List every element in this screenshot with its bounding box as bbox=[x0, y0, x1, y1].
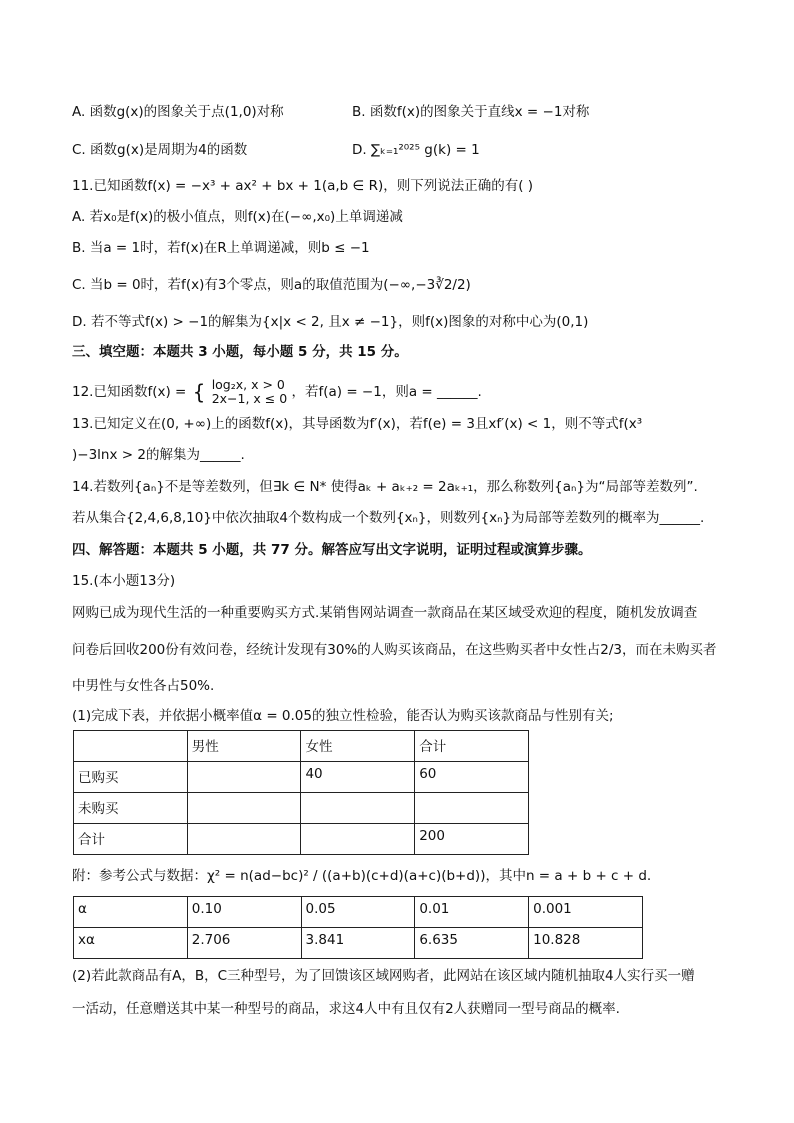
contingency-table-cell: 男性 bbox=[187, 731, 301, 762]
q12-prefix: 12.已知函数f(x) = bbox=[72, 384, 187, 400]
q12-suffix: ，若f(a) = −1，则a = ______. bbox=[291, 384, 482, 400]
contingency-table-cell bbox=[187, 793, 301, 824]
q15-paragraph-line-1: 网购已成为现代生活的一种重要购买方式.某销售网站调查一款商品在某区域受欢迎的程度，随机发放调查 bbox=[72, 605, 698, 621]
q13-line-2: )−3lnx > 2的解集为______. bbox=[72, 447, 245, 463]
contingency-table-row bbox=[74, 824, 529, 855]
critical-value-table-cell: xα bbox=[74, 928, 188, 959]
contingency-table-cell bbox=[187, 762, 301, 793]
q14-line-2: 若从集合{2,4,6,8,10}中依次抽取4个数构成一个数列{xₙ}，则数列{xₙ}为局部等差数列的概率为______. bbox=[72, 510, 705, 526]
critical-value-table-cell: 2.706 bbox=[187, 928, 301, 959]
contingency-table-row bbox=[74, 762, 529, 793]
q15-part-1: (1)完成下表，并依据小概率值α = 0.05的独立性检验，能否认为购买该款商品与性别有关; bbox=[72, 708, 614, 724]
q11-stem: 11.已知函数f(x) = −x³ + ax² + bx + 1(a,b ∈ R)，则下列说法正确的有( ) bbox=[72, 178, 534, 194]
contingency-table-cell: 40 bbox=[301, 762, 415, 793]
contingency-table-cell: 60 bbox=[415, 762, 529, 793]
critical-value-table-row bbox=[74, 928, 643, 959]
contingency-table-cell bbox=[74, 731, 188, 762]
critical-value-table-cell: α bbox=[74, 897, 188, 928]
contingency-table-cell: 已购买 bbox=[74, 762, 188, 793]
q12-text bbox=[72, 378, 482, 406]
contingency-table-cell bbox=[301, 824, 415, 855]
section-answer-header: 四、解答题：本题共 5 小题，共 77 分。解答应写出文字说明，证明过程或演算步骤。 bbox=[72, 542, 592, 558]
q10-option-c: C. 函数g(x)是周期为4的函数 bbox=[72, 142, 248, 158]
q15-paragraph-line-3: 中男性与女性各占50%. bbox=[72, 678, 215, 694]
q15-part-2-line-1: (2)若此款商品有A，B，C三种型号，为了回馈该区域网购者，此网站在该区域内随机抽取4人实行买一赠 bbox=[72, 968, 695, 984]
q11-option-a: A. 若x₀是f(x)的极小值点，则f(x)在(−∞,x₀)上单调递减 bbox=[72, 209, 403, 225]
q15-formula: 附：参考公式与数据：χ² = n(ad−bc)² / ((a+b)(c+d)(a+c)(b+d))，其中n = a + b + c + d. bbox=[72, 868, 652, 884]
contingency-table-row bbox=[74, 793, 529, 824]
contingency-table-cell: 合计 bbox=[74, 824, 188, 855]
critical-value-table-cell: 3.841 bbox=[301, 928, 415, 959]
contingency-table-cell: 女性 bbox=[301, 731, 415, 762]
q15-header: 15.(本小题13分) bbox=[72, 573, 176, 589]
critical-value-table-cell: 6.635 bbox=[415, 928, 529, 959]
section-fill-in-header: 三、填空题：本题共 3 小题，每小题 5 分，共 15 分。 bbox=[72, 344, 408, 360]
critical-value-table-cell: 0.10 bbox=[187, 897, 301, 928]
contingency-table-cell bbox=[415, 793, 529, 824]
critical-value-table bbox=[73, 896, 643, 959]
contingency-table-cell: 200 bbox=[415, 824, 529, 855]
q15-paragraph-line-2: 问卷后回收200份有效问卷，经统计发现有30%的人购买该商品，在这些购买者中女性占2/3，而在未购买者 bbox=[72, 642, 717, 658]
q11-option-b: B. 当a = 1时，若f(x)在R上单调递减，则b ≤ −1 bbox=[72, 240, 370, 256]
contingency-table-cell bbox=[301, 793, 415, 824]
q12-case-2: 2x−1, x ≤ 0 bbox=[211, 391, 288, 406]
q10-option-d: D. ∑ₖ₌₁²⁰²⁵ g(k) = 1 bbox=[352, 142, 480, 158]
critical-value-table-cell: 0.01 bbox=[415, 897, 529, 928]
q12-piecewise bbox=[212, 378, 288, 406]
q10-option-b: B. 函数f(x)的图象关于直线x = −1对称 bbox=[352, 104, 590, 120]
q14-line-1: 14.若数列{aₙ}不是等差数列，但∃k ∈ N* 使得aₖ + aₖ₊₂ = 2aₖ₊₁，那么称数列{aₙ}为“局部等差数列”. bbox=[72, 479, 698, 495]
critical-value-table-row bbox=[74, 897, 643, 928]
critical-value-table-cell: 0.05 bbox=[301, 897, 415, 928]
contingency-table-cell: 合计 bbox=[415, 731, 529, 762]
q10-option-a: A. 函数g(x)的图象关于点(1,0)对称 bbox=[72, 104, 284, 120]
q11-option-d: D. 若不等式f(x) > −1的解集为{x|x < 2, 且x ≠ −1}，则f(x)图象的对称中心为(0,1) bbox=[72, 314, 589, 330]
contingency-table bbox=[73, 730, 529, 855]
critical-value-table-cell: 0.001 bbox=[529, 897, 643, 928]
contingency-table-row bbox=[74, 731, 529, 762]
q11-option-c: C. 当b = 0时，若f(x)有3个零点，则a的取值范围为(−∞,−3∛2/2) bbox=[72, 277, 471, 293]
critical-value-table-cell: 10.828 bbox=[529, 928, 643, 959]
q15-part-2-line-2: 一活动，任意赠送其中某一种型号的商品，求这4人中有且仅有2人获赠同一型号商品的概率. bbox=[72, 1001, 620, 1017]
q13-line-1: 13.已知定义在(0, +∞)上的函数f(x)，其导函数为f′(x)，若f(e) = 3且xf′(x) < 1，则不等式f(x³ bbox=[72, 416, 643, 432]
q12-case-1: log₂x, x > 0 bbox=[211, 377, 285, 392]
brace-icon: { bbox=[192, 380, 206, 404]
contingency-table-cell: 未购买 bbox=[74, 793, 188, 824]
contingency-table-cell bbox=[187, 824, 301, 855]
